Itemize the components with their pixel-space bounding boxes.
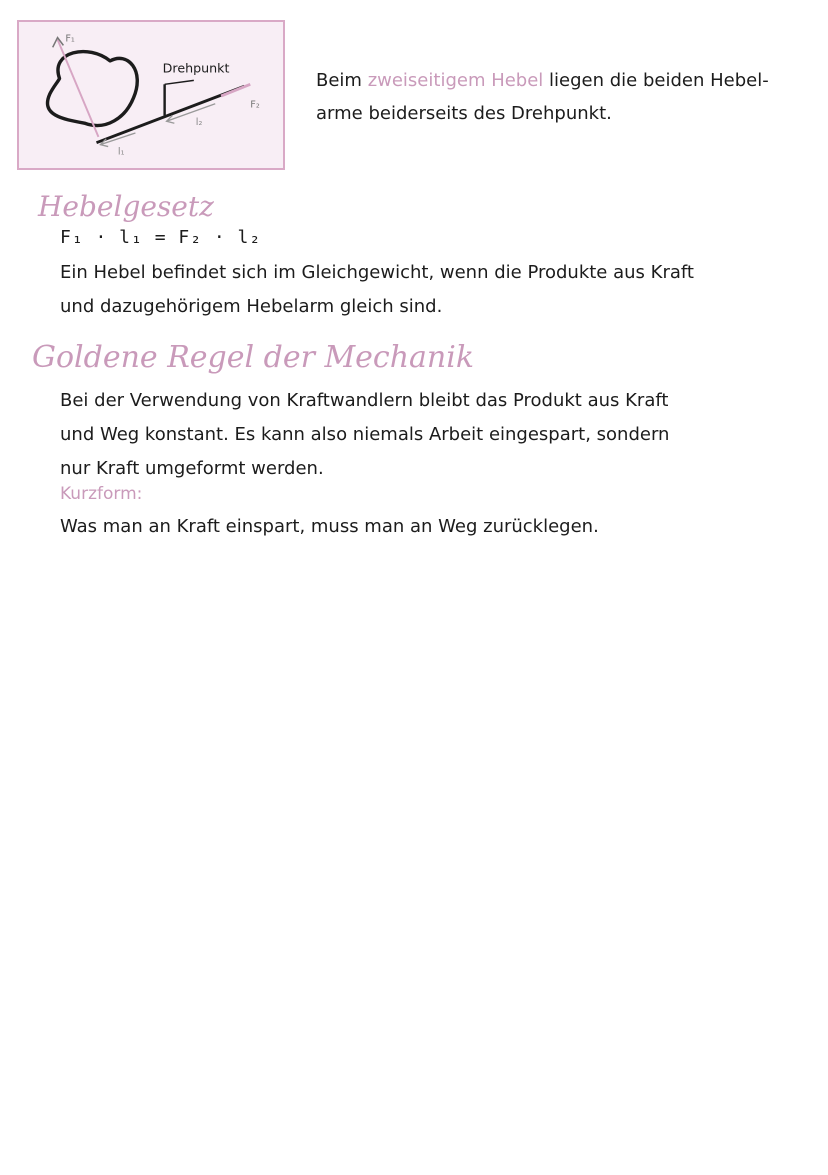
hebelgesetz-heading: Hebelgesetz xyxy=(38,190,214,223)
pivot-pointer xyxy=(165,80,194,84)
goldene-regel-line-3: nur Kraft umgeformt werden. xyxy=(60,458,324,479)
intro-line-2: arme beiderseits des Drehpunkt. xyxy=(316,103,612,124)
l1-label: l₁ xyxy=(117,146,125,158)
lever-diagram xyxy=(17,20,285,170)
goldene-regel-line-1: Bei der Verwendung von Kraftwandlern bleibt das Produkt aus Kraft xyxy=(60,390,669,411)
load-blob xyxy=(47,52,137,126)
goldene-regel-text xyxy=(60,384,800,486)
l2-label: l₂ xyxy=(195,117,203,129)
f2-label: F₂ xyxy=(250,99,260,111)
hebelgesetz-line-1: Ein Hebel befindet sich im Gleichgewicht, wenn die Produkte aus Kraft xyxy=(60,262,694,283)
intro-line-1: Beim zweiseitigem Hebel liegen die beiden Hebel- xyxy=(316,70,769,91)
intro-highlight: zweiseitigem Hebel xyxy=(367,70,544,91)
hebelgesetz-line-2: und dazugehörigem Hebelarm gleich sind. xyxy=(60,296,443,317)
kurzform-text: Was man an Kraft einspart, muss man an Weg zurücklegen. xyxy=(60,516,599,537)
kurzform-label: Kurzform: xyxy=(60,484,143,504)
pivot-label: Drehpunkt xyxy=(162,60,230,76)
lever-drawing xyxy=(19,22,283,168)
hebelgesetz-formula: F₁ · l₁ = F₂ · l₂ xyxy=(60,227,262,248)
f2-arrow xyxy=(221,84,250,96)
goldene-regel-line-2: und Weg konstant. Es kann also niemals Arbeit eingespart, sondern xyxy=(60,424,670,445)
goldene-regel-heading: Goldene Regel der Mechanik xyxy=(32,340,475,375)
hebelgesetz-text xyxy=(60,256,800,324)
intro-paragraph xyxy=(316,64,816,130)
f1-label: F₁ xyxy=(65,33,75,45)
